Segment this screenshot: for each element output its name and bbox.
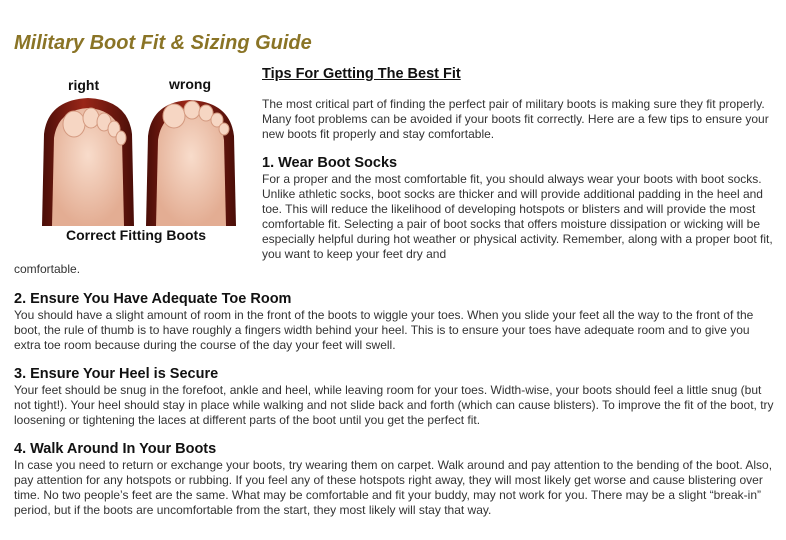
section-3-body: Your feet should be snug in the forefoot, ankle and heel, while leaving room for your toes. Width-wise, your boots should feel a little snug (but not tight!). Your heel should stay in place while walking and not slide back and forth (which can cause blisters). To improve the fit of the boot, try loosening or tightening the laces at different parts of the boot until you get the perfect fit. [14,383,774,427]
intro-paragraph: The most critical part of finding the perfect pair of military boots is making sure they fit properly. Many foot problems can be avoided if your boots fit correctly. Here are a few tips to ensure your new boots fit properly and stay comfortable. [262,97,769,141]
figure-label-wrong: wrong [169,76,211,92]
section-1-title: 1. Wear Boot Socks [262,155,398,171]
section-2-title: 2. Ensure You Have Adequate Toe Room [14,291,292,307]
boot-feet-illustration [36,94,242,226]
wrong-fit-boot [146,100,236,226]
section-3-title: 3. Ensure Your Heel is Secure [14,366,219,382]
section-3 [14,366,774,428]
figure-label-right: right [68,77,100,93]
section-4-title: 4. Walk Around In Your Boots [14,441,217,457]
section-2 [14,291,774,353]
section-4 [14,441,774,518]
section-1-body: For a proper and the most comfortable fit, you should always wear your boots with boot socks. Unlike athletic socks, boot socks are thicker and will provide additional padding in the heel and toe. This will reduce the likelihood of developing hotspots or blisters and will provide the most comfortable fit. Selecting a pair of boot socks that offers moisture dissipation or wicking will be especially helpful during hot weather or physical activity. Remember, along with a proper boot fit, you want to keep your feet dry and [262,172,773,261]
figure-caption: Correct Fitting Boots [66,227,206,243]
page-title: Military Boot Fit & Sizing Guide [14,32,312,54]
section-2-body: You should have a slight amount of room in the front of the boots to wiggle your toes. When you slide your feet all the way to the front of the boot, the rule of thumb is to have roughly a fingers width behind your heel. This is to ensure your toes have adequate room and to give you extra toe room because during the course of the day your feet will swell. [14,308,754,352]
correct-fit-boot [42,98,134,226]
section-4-body: In case you need to return or exchange your boots, try wearing them on carpet. Walk around and pay attention to the bending of the boot. Also, pay attention for any hotspots or rubbing. If you feel any of these hotspots right away, they will most likely get worse and cause blistering over time. No two people’s feet are the same. What may be comfortable and fit your buddy, may not work for you. There may be a slight “break-in” period, but if the boots are uncomfortable from the start, they most likely will stay that way. [14,458,773,517]
boot-fit-figure [30,72,248,248]
section-1-body-tail: comfortable. [14,262,81,276]
tips-heading: Tips For Getting The Best Fit [262,66,461,82]
